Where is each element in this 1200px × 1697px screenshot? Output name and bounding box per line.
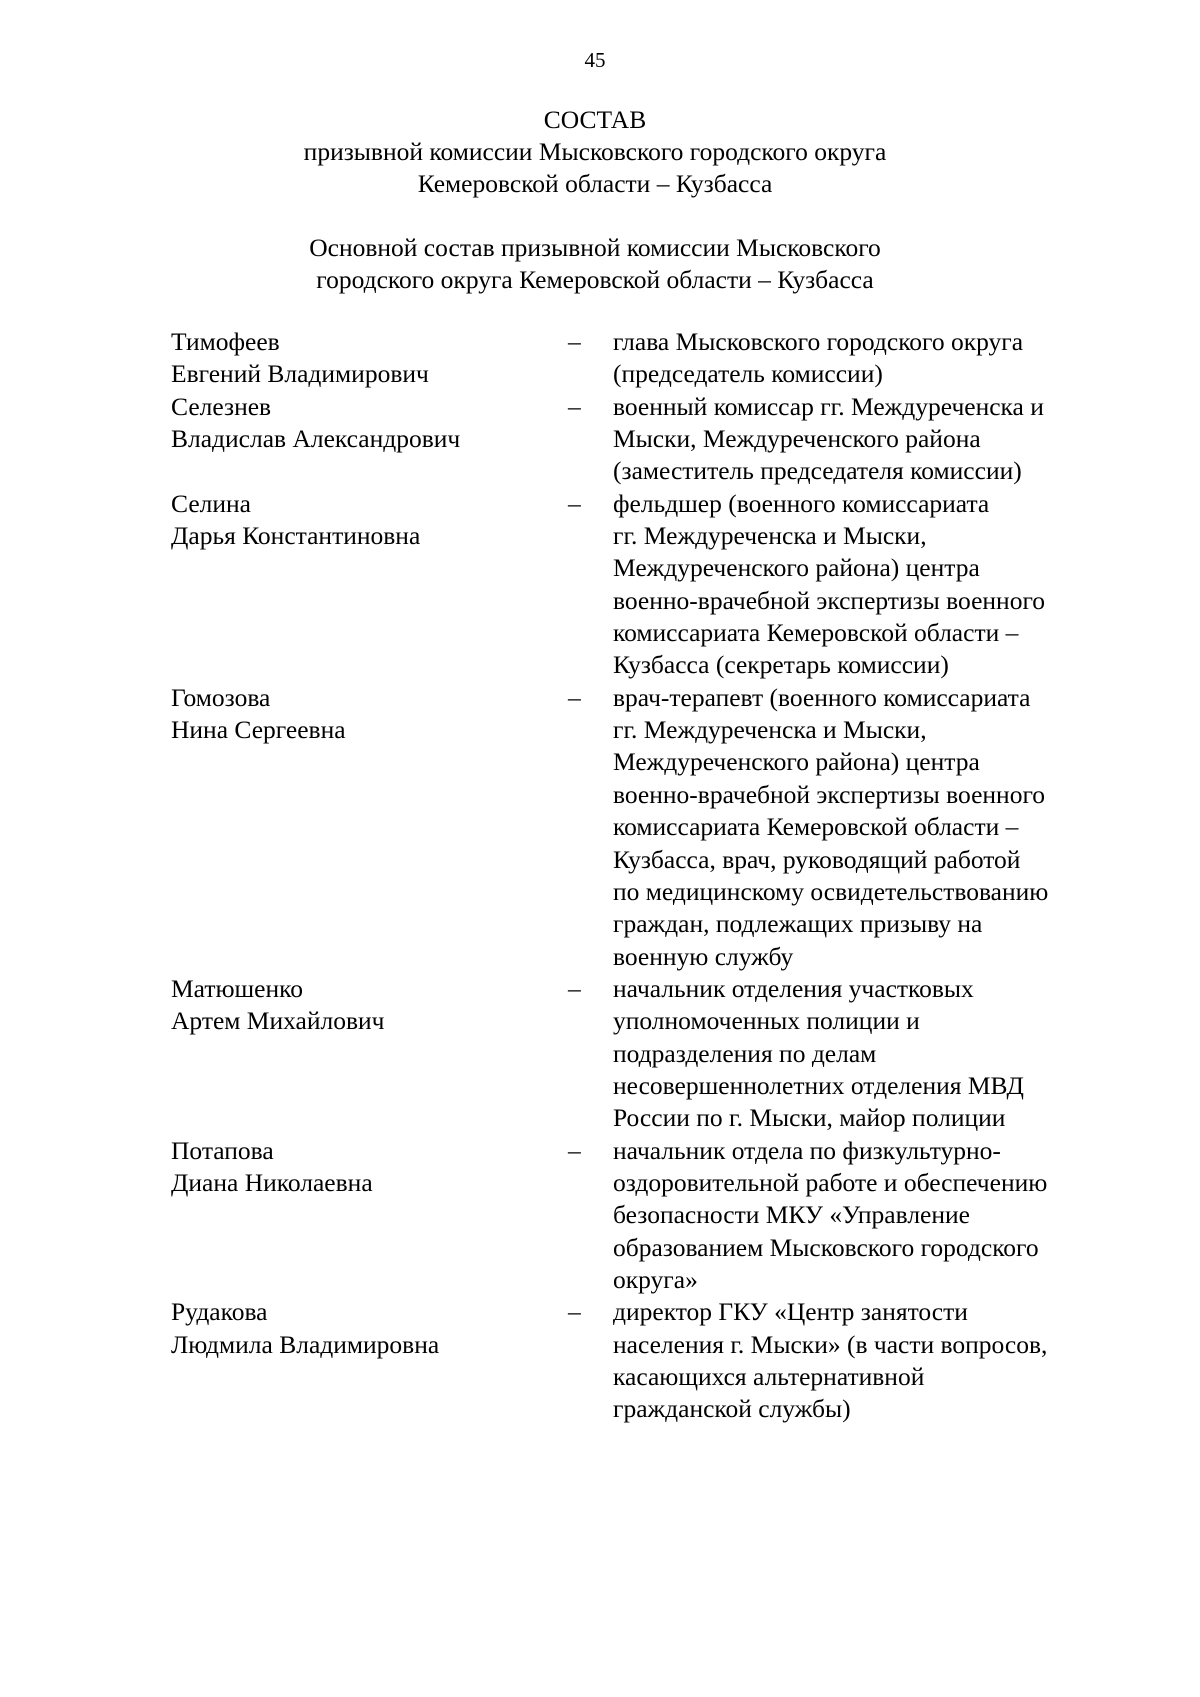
member-role-line: граждан, подлежащих призыву на <box>613 909 983 939</box>
member-role <box>613 391 1093 488</box>
member-role-line: (председатель комиссии) <box>613 359 883 389</box>
section-heading <box>0 232 1190 296</box>
member-role-line: военный комиссар гг. Междуреченска и <box>613 391 1044 421</box>
page-number: 45 <box>584 48 606 72</box>
member-dash: – <box>568 682 581 712</box>
member-role-line: глава Мысковского городского округа <box>613 327 1024 356</box>
member-role-line: начальник отдела по физкультурно- <box>613 1135 1001 1165</box>
member-role-line: подразделения по делам <box>613 1038 877 1068</box>
member-role-line: гг. Междуреченска и Мыски, <box>613 521 927 551</box>
member-dash: – <box>568 973 581 1003</box>
member-role <box>613 1296 1093 1425</box>
section-heading-line-2: городского округа Кемеровской области – Кузбасса <box>316 265 874 294</box>
member-row <box>171 973 1131 1135</box>
member-name <box>171 682 568 747</box>
member-dash: – <box>568 1135 581 1165</box>
member-given-names: Артем Михайлович <box>171 1006 385 1036</box>
member-dash: – <box>568 391 581 421</box>
member-given-names: Дарья Константиновна <box>171 521 421 551</box>
member-role-line: комиссариата Кемеровской области – <box>613 812 1019 842</box>
member-role <box>613 488 1093 682</box>
member-surname: Селина <box>171 488 251 518</box>
member-role-line: безопасности МКУ «Управление <box>613 1200 970 1230</box>
member-role-line: гг. Междуреченска и Мыски, <box>613 715 927 745</box>
member-name <box>171 1296 568 1361</box>
member-dash: – <box>568 488 581 518</box>
member-given-names: Диана Николаевна <box>171 1167 373 1197</box>
member-role-line: уполномоченных полиции и <box>613 1006 920 1036</box>
member-name <box>171 1135 568 1200</box>
member-role-line: по медицинскому освидетельствованию <box>613 876 1049 906</box>
member-role-line: округа» <box>613 1264 698 1294</box>
document-title <box>0 104 1190 200</box>
member-role <box>613 326 1093 391</box>
member-row <box>171 326 1131 391</box>
member-role-line: начальник отделения участковых <box>613 973 974 1003</box>
member-role-line: Кузбасса, врач, руководящий работой <box>613 844 1021 874</box>
member-role-line: военную службу <box>613 941 794 971</box>
member-surname: Потапова <box>171 1135 274 1165</box>
member-dash: – <box>568 1297 581 1327</box>
member-given-names: Нина Сергеевна <box>171 715 346 745</box>
member-role-line: касающихся альтернативной <box>613 1362 925 1391</box>
member-role-line: Кузбасса (секретарь комиссии) <box>613 650 949 680</box>
member-name <box>171 488 568 553</box>
member-role <box>613 682 1093 973</box>
member-role <box>613 1135 1093 1297</box>
member-role <box>613 973 1093 1135</box>
member-role-line: Междуреченского района) центра <box>613 747 980 777</box>
member-role-line: комиссариата Кемеровской области – <box>613 618 1019 648</box>
member-role-line: военно-врачебной экспертизы военного <box>613 585 1046 615</box>
member-row <box>171 1135 1131 1297</box>
member-list <box>171 326 1131 1426</box>
member-role-line: директор ГКУ «Центр занятости <box>613 1297 968 1327</box>
title-line-3: Кемеровской области – Кузбасса <box>417 169 773 198</box>
member-surname: Тимофеев <box>171 327 280 356</box>
member-name <box>171 326 568 391</box>
member-row <box>171 682 1131 973</box>
member-role-line: Мыски, Междуреченского района <box>613 424 981 454</box>
member-role-line: оздоровительной работе и обеспечению <box>613 1167 1048 1197</box>
member-surname: Гомозова <box>171 682 271 712</box>
member-surname: Рудакова <box>171 1297 268 1327</box>
section-heading-line-1: Основной состав призывной комиссии Мысковского <box>309 233 881 262</box>
member-row <box>171 1296 1131 1425</box>
member-role-line: образованием Мысковского городского <box>613 1232 1039 1262</box>
member-row <box>171 391 1131 488</box>
member-role-line: России по г. Мыски, майор полиции <box>613 1103 1006 1133</box>
member-surname: Матюшенко <box>171 973 303 1003</box>
title-line-2: призывной комиссии Мысковского городского округа <box>303 137 887 166</box>
member-role-line: (заместитель председателя комиссии) <box>613 456 1022 486</box>
member-role-line: врач-терапевт (военного комиссариата <box>613 682 1031 712</box>
member-role-line: Междуреченского района) центра <box>613 553 980 583</box>
member-name <box>171 973 568 1038</box>
member-role-line: несовершеннолетних отделения МВД <box>613 1070 1024 1100</box>
member-role-line: военно-врачебной экспертизы военного <box>613 779 1046 809</box>
member-role-line: гражданской службы) <box>613 1394 851 1424</box>
member-given-names: Владислав Александрович <box>171 424 461 454</box>
member-dash: – <box>568 327 581 356</box>
member-name <box>171 391 568 456</box>
member-row <box>171 488 1131 682</box>
member-role-line: населения г. Мыски» (в части вопросов, <box>613 1329 1048 1359</box>
member-surname: Селезнев <box>171 391 272 421</box>
member-role-line: фельдшер (военного комиссариата <box>613 488 990 518</box>
member-given-names: Людмила Владимировна <box>171 1329 440 1359</box>
title-heading: СОСТАВ <box>543 105 647 134</box>
member-given-names: Евгений Владимирович <box>171 359 429 389</box>
